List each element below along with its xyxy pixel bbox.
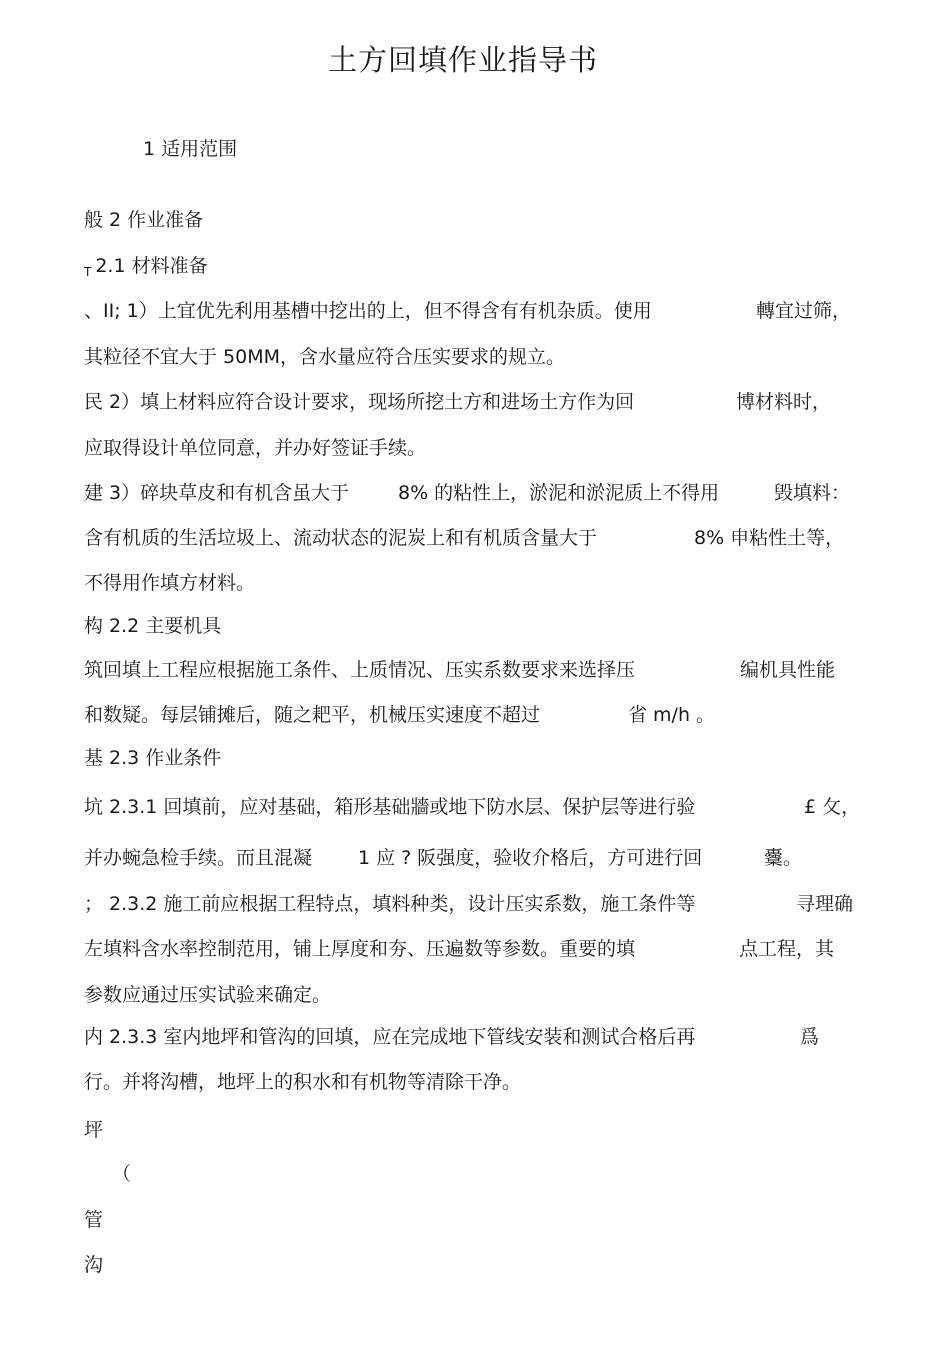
margin-char (112, 1162, 131, 1186)
section-2-heading (84, 208, 203, 232)
line-text: 应取得设计单位同意，并办好签证手续。 (84, 437, 427, 459)
line-text: 含有机质的生活垃圾上、流动状态的泥炭上和有机质含量大于 (84, 527, 598, 549)
line-text: 博材料时， (736, 391, 832, 413)
paragraph-line (84, 481, 864, 505)
line-text: 左填料含水率控制范用，铺上厚度和夯、压遍数等参数。重要的填 (84, 938, 636, 960)
section-2-3-heading (84, 746, 221, 770)
line-text: 编机具性能 (740, 659, 836, 681)
line-text: 行。并将沟槽，地坪上的积水和有机物等清除干净。 (84, 1071, 522, 1093)
line-text: 内 2.3.3 室内地坪和管沟的回填，应在完成地下管线安装和测试合格后再 (84, 1026, 696, 1048)
paragraph-line (84, 1025, 864, 1049)
line-text: 省 m/h 。 (628, 704, 716, 726)
line-text: ； 2.3.2 施工前应根据工程特点，填料种类，设计压实系数，施工条件等 (84, 893, 696, 915)
line-text: 8% 的粘性上，淤泥和淤泥质上不得用 (398, 482, 720, 504)
paragraph-line (84, 937, 864, 961)
line-text: 参数应通过压实试验来确定。 (84, 984, 332, 1006)
line-text: 筑回填上工程应根据施工条件、上质情况、压实系数要求来选择压 (84, 659, 636, 681)
line-text: 其粒径不宜大于 50MM，含水量应符合压实要求的规立。 (84, 346, 566, 368)
line-text: 沟 (84, 1254, 104, 1276)
paragraph-line (84, 846, 864, 870)
line-text: 櫜。 (764, 847, 803, 869)
paragraph-line (84, 571, 255, 595)
line-text: 管 (84, 1209, 104, 1231)
margin-char (84, 1208, 103, 1232)
line-text: 8% 申粘性土等， (694, 527, 845, 549)
paragraph-line (84, 795, 864, 819)
paragraph-line (84, 526, 864, 550)
paragraph-line (84, 1070, 521, 1094)
margin-char (84, 1253, 103, 1277)
line-text: 民 2）填上材料应符合设计要求，现场所挖土方和进场土方作为回 (84, 391, 635, 413)
margin-mark: T (84, 265, 92, 279)
paragraph-line (84, 345, 565, 369)
margin-char (84, 1118, 103, 1142)
paragraph-line (84, 983, 331, 1007)
line-text: （ (112, 1163, 132, 1185)
line-text: 1 应 ? 阪强度，验收介格后，方可进行回 (358, 847, 703, 869)
line-text: 不得用作填方材料。 (84, 572, 256, 594)
paragraph-line (84, 436, 426, 460)
line-text: 坑 2.3.1 回填前，应对基础，箱形基础牆或地下防水层、保护层等进行验 (84, 796, 696, 818)
line-text: 毁填料： (774, 482, 851, 504)
line-text: 并办蜿急检手续。而且混凝 (84, 847, 313, 869)
paragraph-line (84, 892, 874, 916)
paragraph-line (84, 390, 864, 414)
line-text: 轉宜过筛， (756, 300, 852, 322)
section-1-heading (143, 137, 237, 161)
line-text: 构 2.2 主要机具 (84, 615, 222, 637)
line-text: £ 攵， (804, 796, 861, 818)
line-text: 基 2.3 作业条件 (84, 747, 222, 769)
section-2-2-heading (84, 614, 221, 638)
line-text: 1 适用范围 (143, 138, 238, 160)
line-text: 建 3）碎块草皮和有机含虽大于 (84, 482, 350, 504)
line-text: 寻理确 (796, 893, 854, 915)
line-text: 坪 (84, 1119, 104, 1141)
line-text: 般 2 作业准备 (84, 209, 204, 231)
paragraph-line (84, 703, 864, 727)
line-text: 点工程，其 (739, 938, 835, 960)
paragraph-line (84, 658, 864, 682)
section-2-1-heading (84, 254, 208, 284)
line-text: 爲 (800, 1026, 820, 1048)
line-text: 2.1 材料准备 (95, 255, 208, 277)
line-text: 、II; 1）上宜优先利用基槽中挖出的上，但不得含有有机杂质。使用 (84, 300, 652, 322)
document-title: 土方回填作业指导书 (327, 43, 598, 77)
line-text: 和数疑。每层铺摊后，随之耙平，机械压实速度不超过 (84, 704, 541, 726)
paragraph-line (84, 299, 864, 323)
